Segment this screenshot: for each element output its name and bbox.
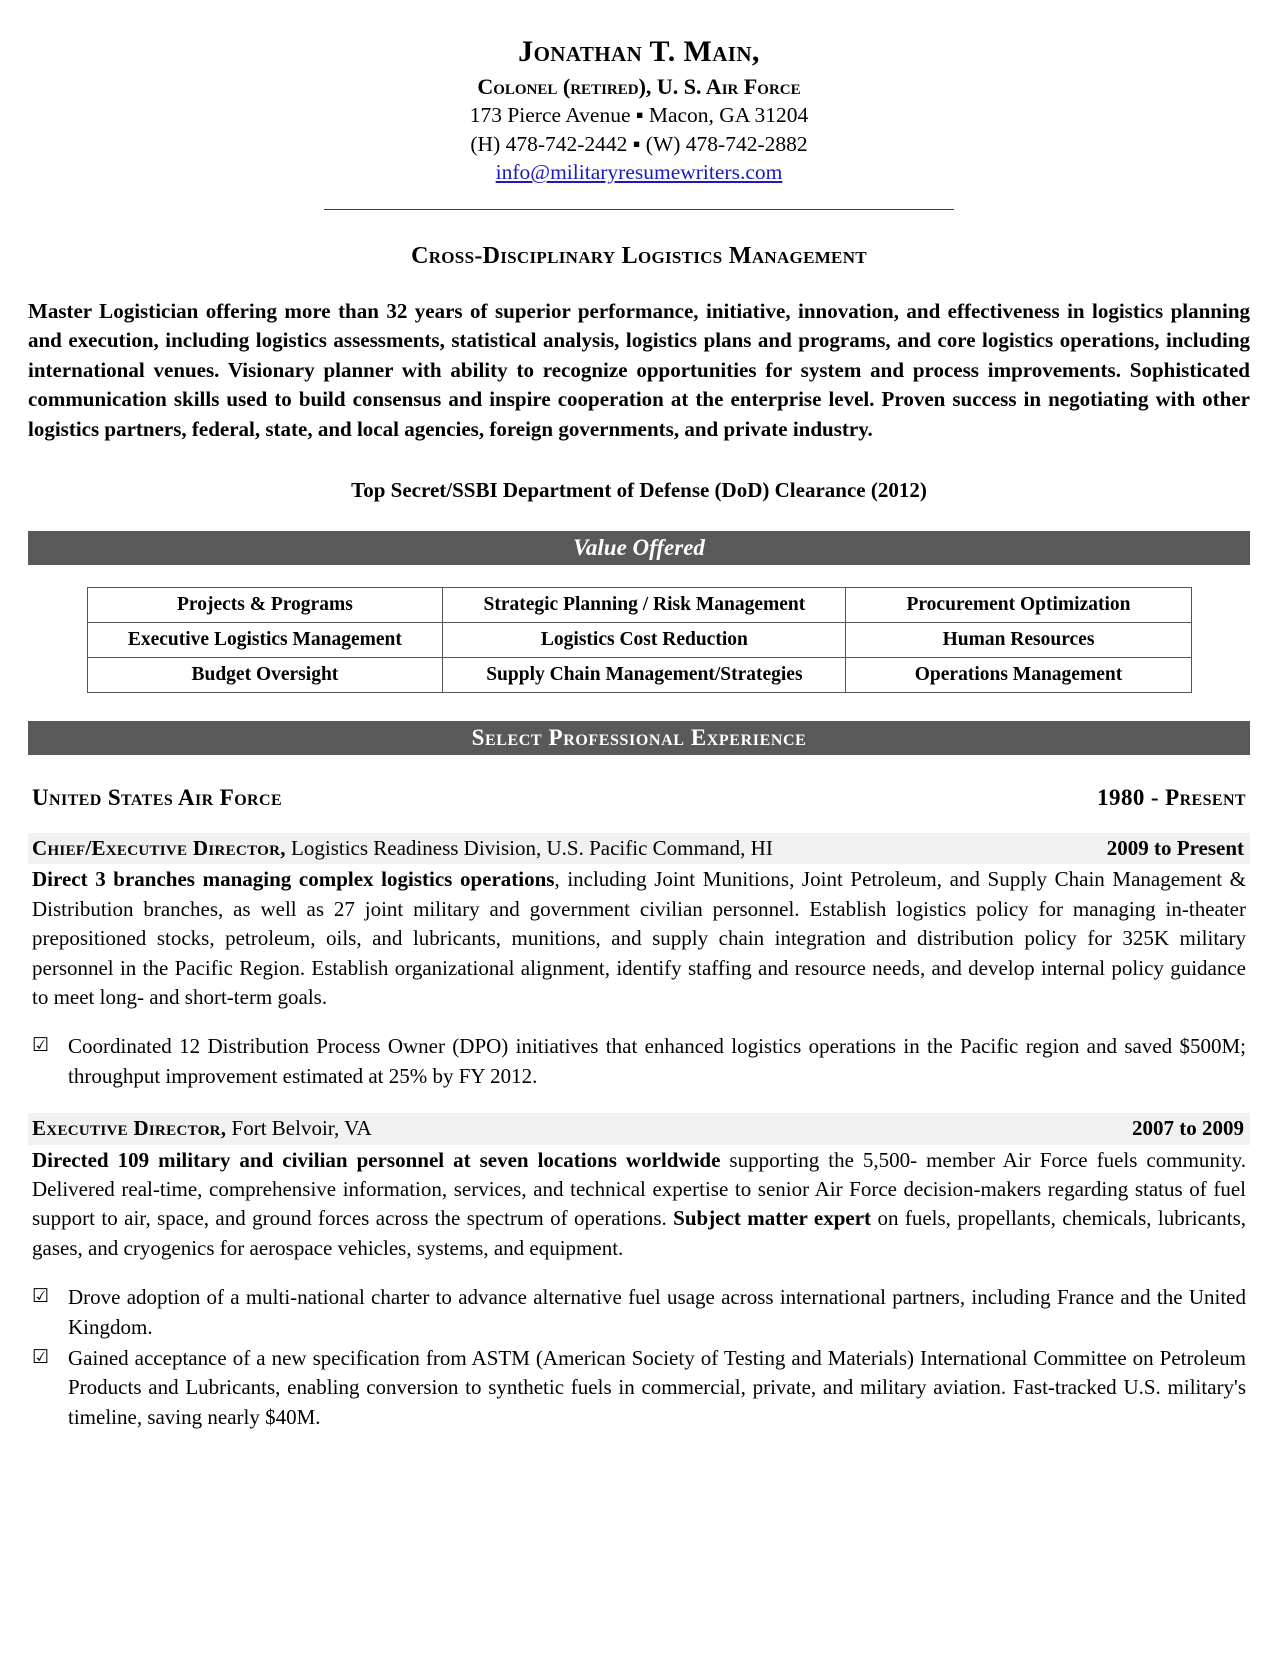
section-header-experience xyxy=(28,721,1250,755)
section-title-experience: Select Professional Experience xyxy=(471,724,807,750)
job-description-lead: Direct 3 branches managing complex logistics operations xyxy=(32,867,555,892)
value-cell: Human Resources xyxy=(846,622,1191,657)
value-cell: Supply Chain Management/Strategies xyxy=(443,657,846,692)
list-item xyxy=(32,1032,1246,1091)
job-entry xyxy=(28,1113,1250,1432)
value-cell: Logistics Cost Reduction xyxy=(443,622,846,657)
job-title: Executive Director, xyxy=(32,1116,227,1141)
job-title-wrap xyxy=(32,1115,372,1141)
checkbox-icon: ☑ xyxy=(32,1346,50,1368)
resume-header xyxy=(28,34,1250,187)
security-clearance: Top Secret/SSBI Department of Defense (DoD) Clearance (2012) xyxy=(351,477,927,502)
value-cell: Executive Logistics Management xyxy=(87,622,443,657)
value-offered-table xyxy=(87,587,1192,693)
employer-name: United States Air Force xyxy=(32,784,283,810)
job-organization: Fort Belvoir, VA xyxy=(226,1116,372,1141)
achievement-text: Coordinated 12 Distribution Process Owner (DPO) initiatives that enhanced logistics operations in the Pacific region and saved $500M; throughput improvement estimated at 25% by FY 2012. xyxy=(68,1034,1246,1088)
job-achievements xyxy=(28,1283,1250,1432)
job-description xyxy=(28,1146,1250,1264)
job-organization: Logistics Readiness Division, U.S. Pacific Command, HI xyxy=(285,835,773,860)
list-item xyxy=(32,1344,1246,1432)
job-description-rest: on fuels, propellants, chemicals, lubricants, gases, and cryogenics for aerospace vehicles, systems, and equipment. xyxy=(32,1206,1246,1260)
job-description-emphasis: Subject matter expert xyxy=(673,1206,872,1231)
employer-dates: 1980 - Present xyxy=(1097,784,1246,810)
value-cell: Procurement Optimization xyxy=(846,587,1191,622)
table-row xyxy=(87,622,1191,657)
job-dates: 2009 to Present xyxy=(1106,835,1244,860)
candidate-email-link[interactable]: info@militaryresumewriters.com xyxy=(495,160,783,185)
achievement-text: Gained acceptance of a new specification from ASTM (American Society of Testing and Materials) International Committee on Petroleum Products and Lubricants, enabling conversion to synthetic fuels in commercial, private, and military aviation. Fast-tracked U.S. military's timeline, saving nearly $40M. xyxy=(68,1345,1246,1429)
section-header-value-offered xyxy=(28,531,1250,565)
value-cell: Strategic Planning / Risk Management xyxy=(443,587,846,622)
job-header xyxy=(28,833,1250,864)
table-row xyxy=(87,587,1191,622)
table-row xyxy=(87,657,1191,692)
value-cell: Projects & Programs xyxy=(87,587,443,622)
job-achievements xyxy=(28,1032,1250,1091)
candidate-rank: Colonel (retired), U. S. Air Force xyxy=(477,73,801,99)
value-cell: Budget Oversight xyxy=(87,657,443,692)
achievement-text: Drove adoption of a multi-national charter to advance alternative fuel usage across international partners, including France and the United Kingdom. xyxy=(68,1285,1246,1339)
employer-row xyxy=(28,785,1250,811)
list-item xyxy=(32,1283,1246,1342)
job-header xyxy=(28,1113,1250,1144)
job-title-wrap xyxy=(32,835,773,861)
job-title: Chief/Executive Director, xyxy=(32,835,286,860)
page-title: Cross-Disciplinary Logistics Management xyxy=(411,242,867,269)
candidate-phones: (H) 478-742-2442 ▪ (W) 478-742-2882 xyxy=(470,131,808,156)
professional-summary: Master Logistician offering more than 32 years of superior performance, initiative, innovation, and effectiveness in logistics planning and execution, including logistics assessments, statistical analysis, logistics plans and programs, and core logistics operations, including international venues. Visionary planner with ability to recognize opportunities for system and process improvements. Sophisticated communication skills used to build consensus and inspire cooperation at the enterprise level. Proven success in negotiating with other logistics partners, federal, state, and local agencies, foreign governments, and private industry. xyxy=(28,298,1250,441)
job-description-mid: supporting the 5,500- member Air Force fuels community. Delivered real-time, comprehensive information, services, and technical expertise to senior Air Force decision-makers regarding status of fuel support to air, space, and ground forces across the spectrum of operations. xyxy=(32,1147,1246,1231)
checkbox-icon: ☑ xyxy=(32,1035,50,1057)
job-description xyxy=(28,865,1250,1012)
job-description-rest: , including Joint Munitions, Joint Petroleum, and Supply Chain Management & Distribution branches, as well as 27 joint military and government civilian personnel. Establish logistics policy for managing in-theater prepositioned stocks, petroleum, oils, and lubricants, munitions, and supply chain integration and distribution policy for 325K military personnel in the Pacific Region. Establish organizational alignment, identify staffing and resource needs, and develop internal policy guidance to meet long- and short-term goals. xyxy=(32,867,1246,1009)
section-title-value-offered: Value Offered xyxy=(573,534,705,560)
job-entry xyxy=(28,833,1250,1091)
checkbox-icon: ☑ xyxy=(32,1286,50,1308)
job-dates: 2007 to 2009 xyxy=(1132,1116,1244,1141)
header-divider xyxy=(324,209,954,210)
candidate-name: Jonathan T. Main, xyxy=(518,35,760,68)
candidate-address: 173 Pierce Avenue ▪ Macon, GA 31204 xyxy=(469,103,809,128)
job-description-lead: Directed 109 military and civilian personnel at seven locations worldwide xyxy=(32,1147,721,1172)
value-cell: Operations Management xyxy=(846,657,1191,692)
